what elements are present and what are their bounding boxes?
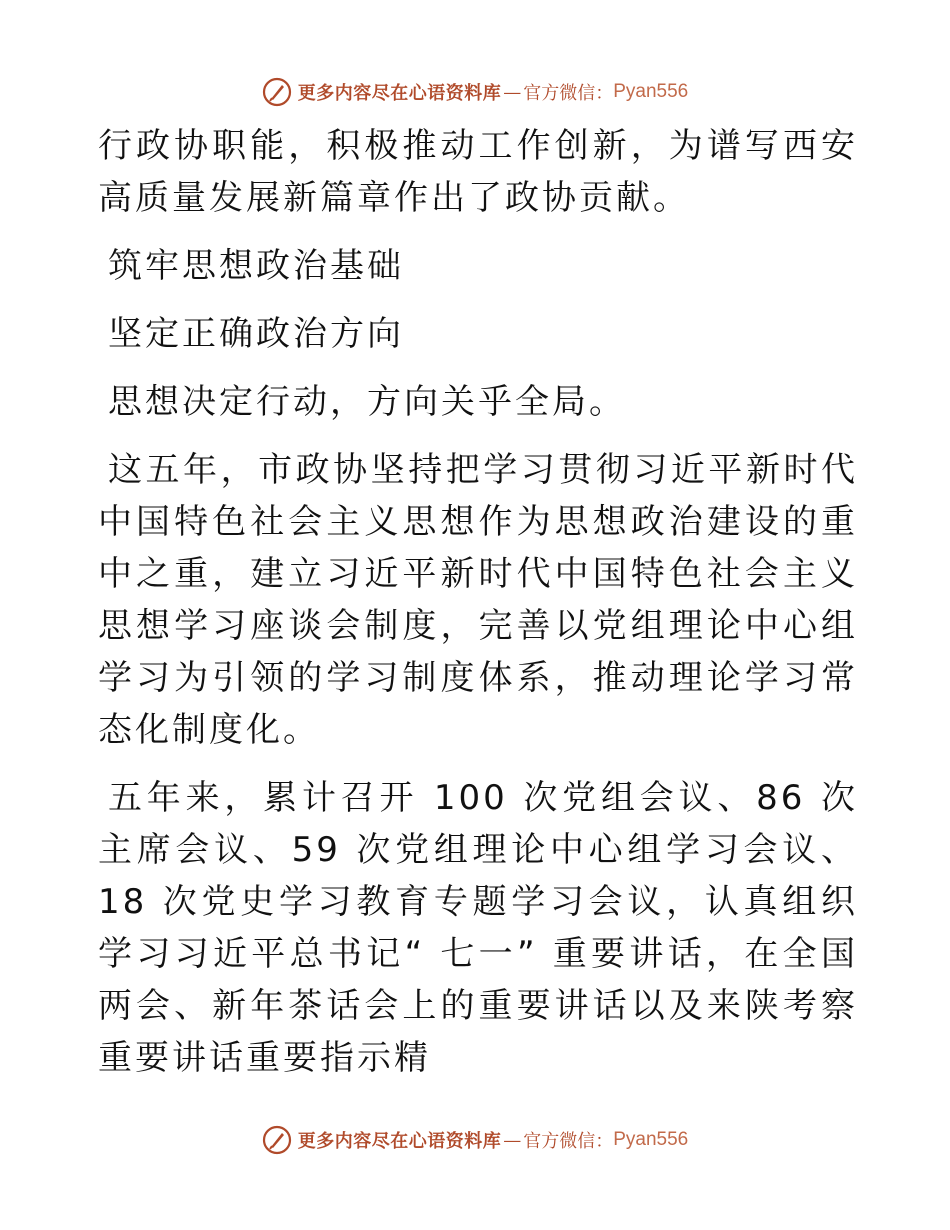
quill-pen-logo-icon bbox=[262, 77, 292, 107]
watermark-dash: — bbox=[503, 81, 522, 103]
heading-line-2: 坚定正确政治方向 bbox=[108, 314, 404, 354]
watermark-brand: 更多内容尽在心语资料库 bbox=[297, 83, 502, 104]
heading-line-1: 筑牢思想政治基础 bbox=[108, 246, 404, 286]
document-body bbox=[98, 120, 858, 1100]
paragraph-lead: 思想决定行动，方向关乎全局。 bbox=[108, 382, 626, 422]
paragraph-meetings: 五年来，累计召开 100 次党组会议、86 次主席会议、59 次党组理论中心组学习会议、18 次党史学习教育专题学习会议，认真组织学习习近平总书记“ 七一” 重要讲话，在全国两会、新年茶话会上的重要讲话以及来陕考察重要讲话重要指示精 bbox=[98, 778, 858, 1078]
footer-watermark bbox=[0, 1120, 950, 1160]
quill-pen-logo-icon bbox=[262, 1125, 292, 1155]
paragraph-1: 行政协职能，积极推动工作创新，为谱写西安高质量发展新篇章作出了政协贡献。 bbox=[98, 126, 858, 218]
watermark-wechat-label: 官方微信： bbox=[523, 83, 614, 104]
watermark-wechat-id: Pyan556 bbox=[613, 81, 689, 102]
watermark-wechat-id: Pyan556 bbox=[613, 1129, 689, 1150]
paragraph-five-years: 这五年，市政协坚持把学习贯彻习近平新时代中国特色社会主义思想作为思想政治建设的重中之重，建立习近平新时代中国特色社会主义思想学习座谈会制度，完善以党组理论中心组学习为引领的学习制度体系，推动理论学习常态化制度化。 bbox=[98, 450, 858, 750]
watermark-wechat-label: 官方微信： bbox=[523, 1131, 614, 1152]
header-watermark bbox=[0, 72, 950, 112]
watermark-dash: — bbox=[503, 1129, 522, 1151]
watermark-brand: 更多内容尽在心语资料库 bbox=[297, 1131, 502, 1152]
